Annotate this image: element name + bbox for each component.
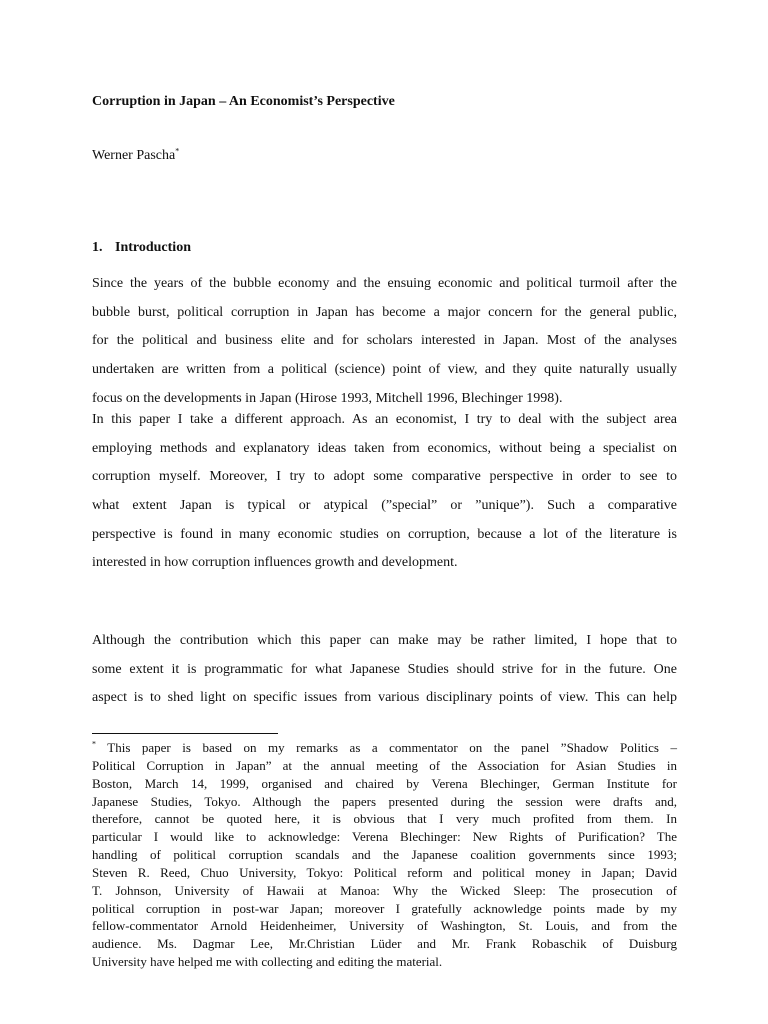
text-line: bubble burst, political corruption in Japan has become a major concern for the general public,	[92, 304, 677, 320]
author-name: Werner Pascha	[92, 148, 176, 163]
footnote-line: audience. Ms. Dagmar Lee, Mr.Christian Lüder and Mr. Frank Robaschik of Duisburg	[92, 936, 677, 952]
author-footnote-marker[interactable]: *	[175, 146, 180, 156]
section-number: 1.	[92, 240, 103, 255]
footnote-text: This paper is based on my remarks as a commentator on the panel ”Shadow Politics –	[96, 740, 677, 755]
text-line: In this paper I take a different approach. As an economist, I try to deal with the subject area	[92, 412, 677, 427]
footnote-line: fellow-commentator Arnold Heidenheimer, University of Washington, St. Louis, and from the	[92, 918, 677, 934]
text-line: some extent it is programmatic for what Japanese Studies should strive for in the future. One	[92, 661, 677, 677]
footnote-line: Boston, March 14, 1999, organised and chaired by Verena Blechinger, German Institute for	[92, 775, 677, 791]
text-line: employing methods and explanatory ideas taken from economics, without being a specialist on	[92, 440, 677, 456]
text-line: interested in how corruption influences growth and development.	[92, 555, 458, 571]
footnote-line: T. Johnson, University of Hawaii at Manoa: Why the Wicked Sleep: The prosecution of	[92, 882, 677, 898]
paragraph	[92, 406, 677, 578]
footnote-line: Japanese Studies, Tokyo. Although the papers presented during the session were drafts and,	[92, 793, 677, 809]
text-line: perspective is found in many economic studies on corruption, because a lot of the literature is	[92, 526, 677, 542]
section-title: Introduction	[115, 240, 191, 255]
footnote-line	[92, 739, 677, 757]
text-line: aspect is to shed light on specific issues from various disciplinary points of view. This can help	[92, 690, 677, 706]
text-line: Although the contribution which this paper can make may be rather limited, I hope that to	[92, 633, 677, 648]
footnote-separator	[92, 733, 278, 734]
footnote-line: Steven R. Reed, Chuo University, Tokyo: Political reform and political money in Japan; David	[92, 864, 677, 880]
text-line: undertaken are written from a political (science) point of view, and they quite naturally usually	[92, 362, 677, 378]
text-line: what extent Japan is typical or atypical (”special” or ”unique”). Such a comparative	[92, 498, 677, 514]
text-line: for the political and business elite and for scholars interested in Japan. Most of the analyses	[92, 333, 677, 349]
section-heading	[92, 238, 191, 258]
footnote-line: handling of political corruption scandals and the Japanese coalition governments since 1993;	[92, 847, 677, 863]
footnote-line: University have helped me with collecting and editing the material.	[92, 954, 443, 970]
footnote-line: Political Corruption in Japan” at the annual meeting of the Association for Asian Studies in	[92, 757, 677, 773]
paper-title: Corruption in Japan – An Economist’s Perspective	[92, 94, 395, 109]
text-line: Since the years of the bubble economy and the ensuing economic and political turmoil after the	[92, 276, 677, 291]
footnote	[92, 739, 677, 971]
text-line: corruption myself. Moreover, I try to adopt some comparative perspective in order to see to	[92, 469, 677, 485]
paragraph	[92, 627, 677, 713]
footnote-marker: *	[92, 739, 96, 749]
footnote-line: therefore, cannot be quoted here, it is obvious that I very much profited from them. In	[92, 811, 677, 827]
author-line	[92, 146, 179, 166]
footnote-line: particular I would like to acknowledge: Verena Blechinger: New Rights of Purification? The	[92, 829, 677, 845]
footnote-line: political corruption in post-war Japan; moreover I gratefully acknowledge points made by my	[92, 900, 677, 916]
text-line: focus on the developments in Japan (Hirose 1993, Mitchell 1996, Blechinger 1998).	[92, 390, 563, 406]
paragraph	[92, 270, 677, 413]
